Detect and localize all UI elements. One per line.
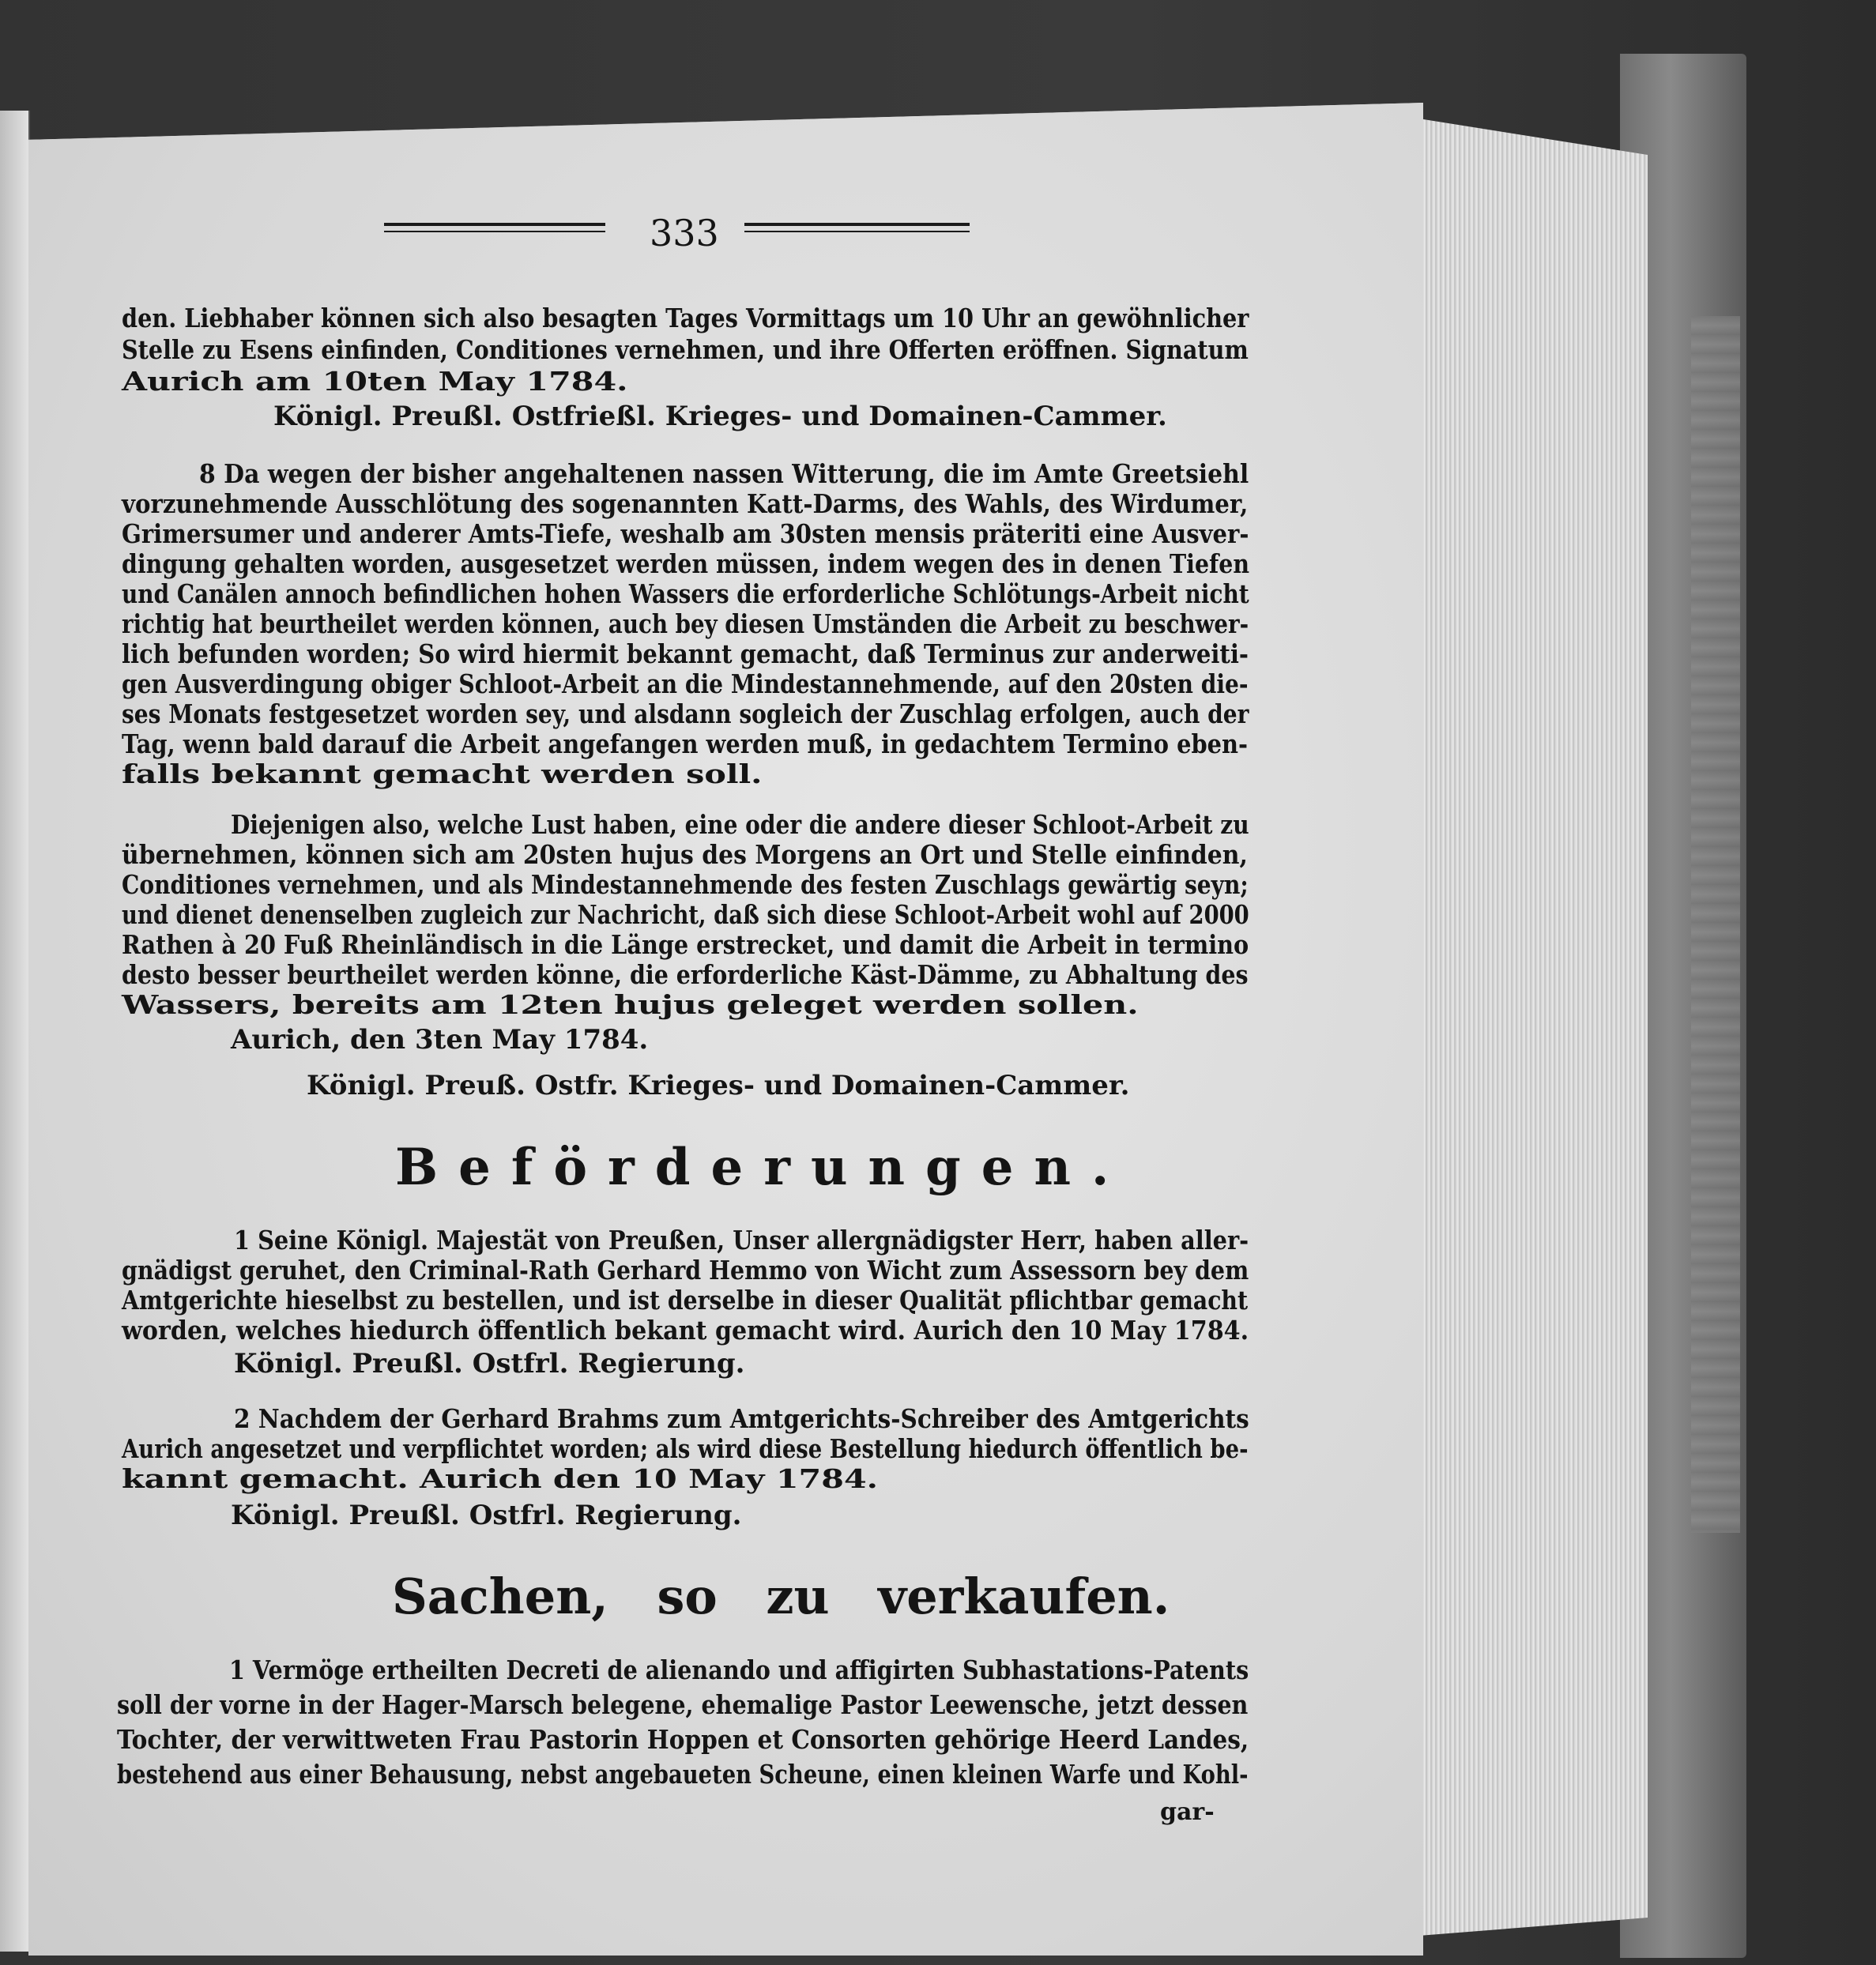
text-line: kannt gemacht. Aurich den 10 May 1784.: [122, 1463, 879, 1494]
book-cover-texture: [1691, 316, 1740, 1533]
text-line: gen Ausverdingung obiger Schloot-Arbeit an die Mindestannehmende, auf den 20sten die-: [122, 668, 1249, 699]
section-heading-promotions: Beförderungen.: [395, 1138, 1130, 1197]
text-line: Tochter, der verwittweten Frau Pastorin Hoppen et Consorten gehörige Heerd Landes,: [117, 1724, 1249, 1755]
text-line: Amtgerichte hieselbst zu bestellen, und ist derselbe in dieser Qualität pflichtbar gemacht: [122, 1285, 1249, 1316]
place-date-line: Aurich, den 3ten May 1784.: [231, 1024, 649, 1056]
text-line: 2 Nachdem der Gerhard Brahms zum Amtgerichts-Schreiber des Amtgerichts: [234, 1403, 1249, 1434]
text-line: Grimersumer und anderer Amts-Tiefe, weshalb am 30sten mensis präteriti eine Ausver-: [122, 518, 1249, 549]
page-number: 333: [650, 212, 719, 254]
section-heading-sales: Sachen, so zu verkaufen.: [392, 1568, 1170, 1625]
text-line: und Canälen annoch befindlichen hohen Wassers die erforderliche Schlötungs-Arbeit nicht: [122, 578, 1249, 609]
signature-line: Königl. Preußl. Ostfrl. Regierung.: [234, 1348, 745, 1380]
signature-line: Königl. Preußl. Ostfrl. Regierung.: [231, 1500, 742, 1531]
page-block-edge: [1418, 119, 1648, 1936]
text-line: Aurich angesetzet und verpflichtet worden; als wird diese Bestellung hiedurch öffentlich be-: [122, 1433, 1249, 1464]
catchword: gar-: [1160, 1798, 1215, 1826]
text-line: Aurich am 10ten May 1784.: [122, 366, 628, 397]
text-line: 8 Da wegen der bisher angehaltenen nassen Witterung, die im Amte Greetsiehl: [199, 458, 1249, 489]
text-line: gnädigst geruhet, den Criminal-Rath Gerhard Hemmo von Wicht zum Assessorn bey dem: [122, 1255, 1249, 1286]
text-line: desto besser beurtheilet werden könne, die erforderliche Käst-Dämme, zu Abhaltung des: [122, 959, 1249, 990]
text-line: und dienet denenselben zugleich zur Nachricht, daß sich diese Schloot-Arbeit wohl auf 2000: [122, 899, 1249, 930]
text-line: dingung gehalten worden, ausgesetzet werden müssen, indem wegen des in denen Tiefen: [122, 548, 1250, 579]
text-line: lich befunden worden; So wird hiermit bekannt gemacht, daß Terminus zur anderweiti-: [122, 638, 1249, 669]
text-line: bestehend aus einer Behausung, nebst angebaueten Scheune, einen kleinen Warfe und Kohl-: [117, 1759, 1249, 1790]
text-line: Diejenigen also, welche Lust haben, eine oder die andere dieser Schloot-Arbeit zu: [231, 809, 1249, 840]
header-rule-right: [744, 223, 970, 232]
previous-page-edge: [0, 111, 30, 1952]
text-line: Conditiones vernehmen, und als Mindestannehmende des festen Zuschlags gewärtig seyn;: [122, 869, 1249, 900]
text-line: Tag, wenn bald darauf die Arbeit angefangen werden muß, in gedachtem Termino eben-: [122, 728, 1249, 759]
text-line: vorzunehmende Ausschlötung des sogenannten Katt-Darms, des Wahls, des Wirdumer,: [122, 488, 1249, 519]
text-line: 1 Seine Königl. Majestät von Preußen, Unser allergnädigster Herr, haben aller-: [234, 1225, 1249, 1255]
text-line: falls bekannt gemacht werden soll.: [122, 759, 763, 789]
text-line: den. Liebhaber können sich also besagten Tages Vormittags um 10 Uhr an gewöhnlicher: [122, 303, 1249, 333]
text-line: Stelle zu Esens einfinden, Conditiones vernehmen, und ihre Offerten eröffnen. Signatum: [122, 334, 1249, 365]
text-line: ses Monats festgesetzet worden sey, und alsdann sogleich der Zuschlag erfolgen, auch der: [122, 698, 1249, 729]
signature-line: Königl. Preuß. Ostfr. Krieges- und Domainen-Cammer.: [307, 1070, 1130, 1101]
text-line: worden, welches hiedurch öffentlich bekant gemacht wird. Aurich den 10 May 1784.: [122, 1315, 1249, 1346]
text-line: übernehmen, können sich am 20sten hujus des Morgens an Ort und Stelle einfinden,: [122, 839, 1248, 870]
signature-line: Königl. Preußl. Ostfrießl. Krieges- und Domainen-Cammer.: [273, 401, 1167, 432]
text-line: soll der vorne in der Hager-Marsch belegene, ehemalige Pastor Leewensche, jetzt dessen: [117, 1689, 1249, 1720]
header-rule-left: [384, 223, 605, 232]
text-line: Wassers, bereits am 12ten hujus geleget werden sollen.: [122, 989, 1139, 1020]
text-line: 1 Vermöge ertheilten Decreti de alienando und affigirten Subhastations-Patents: [229, 1654, 1249, 1685]
text-line: richtig hat beurtheilet werden können, auch bey diesen Umständen die Arbeit zu beschwer-: [122, 608, 1249, 639]
text-line: Rathen à 20 Fuß Rheinländisch in die Länge erstrecket, und damit die Arbeit in termino: [122, 929, 1249, 960]
